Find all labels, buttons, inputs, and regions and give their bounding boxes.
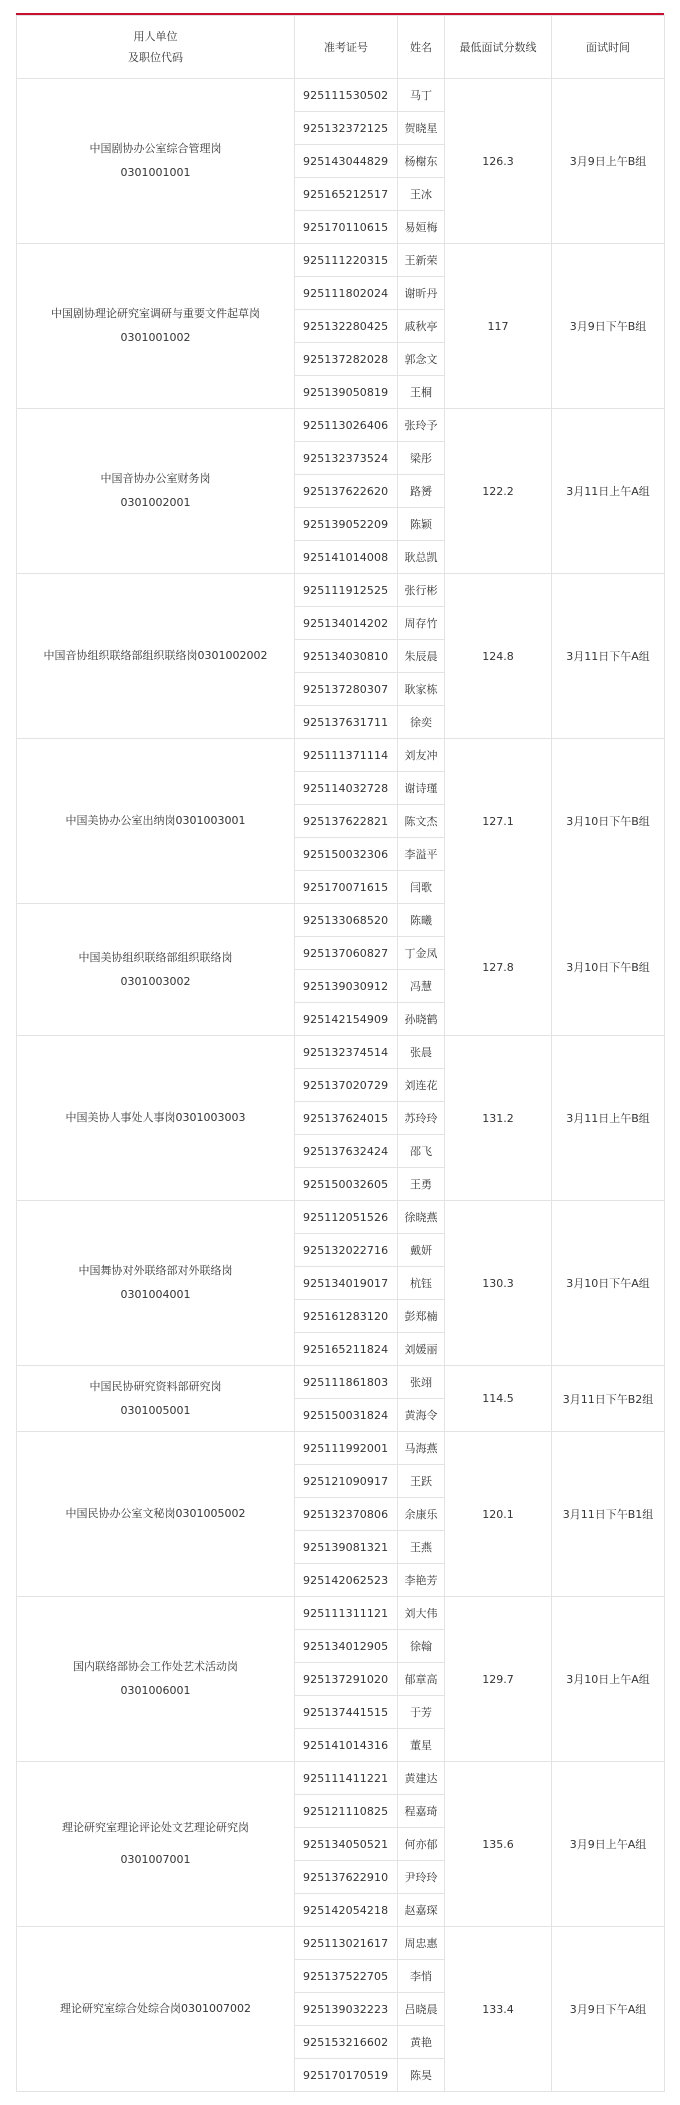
score-cell — [445, 1201, 552, 1366]
ticket-number: 925161283120 — [295, 1300, 398, 1333]
unit-cell — [17, 1927, 295, 2092]
min-score: 133.4 — [482, 2002, 514, 2016]
ticket-number: 925139052209 — [295, 508, 398, 541]
interview-time: 3月10日下午B组 — [566, 961, 650, 975]
score-cell — [445, 244, 552, 409]
candidate-name: 丁金凤 — [398, 937, 445, 970]
candidate-name: 邵飞 — [398, 1135, 445, 1168]
time-cell — [552, 1036, 665, 1201]
score-cell — [445, 1366, 552, 1432]
ticket-number: 925170170519 — [295, 2059, 398, 2092]
ticket-number: 925137291020 — [295, 1663, 398, 1696]
min-score: 131.2 — [482, 1111, 514, 1125]
ticket-number: 925153216602 — [295, 2026, 398, 2059]
candidate-name: 谢昕丹 — [398, 277, 445, 310]
score-cell — [445, 79, 552, 244]
ticket-number: 925139030912 — [295, 970, 398, 1003]
table-row — [17, 1036, 665, 1069]
ticket-number: 925137624015 — [295, 1102, 398, 1135]
unit-line: 国内联络部协会工作处艺术活动岗 — [73, 1660, 238, 1673]
candidate-name: 王桐 — [398, 376, 445, 409]
ticket-number: 925134019017 — [295, 1267, 398, 1300]
unit-cell — [17, 1762, 295, 1927]
unit-line — [27, 1840, 284, 1848]
min-score: 130.3 — [482, 1276, 514, 1290]
unit-line: 0301001001 — [120, 166, 191, 179]
candidate-name: 李悄 — [398, 1960, 445, 1993]
interview-time: 3月10日上午A组 — [566, 1673, 650, 1686]
candidate-name: 马丁 — [398, 79, 445, 112]
interview-time: 3月10日下午B组 — [566, 815, 650, 829]
candidate-name: 戚秋亭 — [398, 310, 445, 343]
table-header-row — [17, 16, 665, 79]
time-cell — [552, 1432, 665, 1597]
unit-cell — [17, 1597, 295, 1762]
candidate-name: 周存竹 — [398, 607, 445, 640]
table-row — [17, 739, 665, 772]
candidate-name: 杨榭东 — [398, 145, 445, 178]
unit-line: 0301002001 — [120, 496, 191, 509]
unit-line: 理论研究室理论评论处文艺理论研究岗 — [62, 1821, 249, 1834]
ticket-number: 925134050521 — [295, 1828, 398, 1861]
time-cell — [552, 244, 665, 409]
score-cell — [445, 409, 552, 574]
ticket-number: 925113026406 — [295, 409, 398, 442]
score-cell — [445, 1432, 552, 1597]
interview-time: 3月11日下午B1组 — [562, 1508, 654, 1521]
min-score: 135.6 — [482, 1837, 514, 1851]
candidate-name: 吕晓晨 — [398, 1993, 445, 2026]
unit-line: 0301006001 — [120, 1684, 191, 1697]
ticket-number: 925141014008 — [295, 541, 398, 574]
candidate-name: 耿家栋 — [398, 673, 445, 706]
candidate-name: 张翊 — [398, 1366, 445, 1399]
time-cell — [552, 1201, 665, 1366]
ticket-number: 925132280425 — [295, 310, 398, 343]
unit-line: 0301003002 — [120, 974, 191, 988]
unit-line: 中国美协人事处人事岗0301003003 — [65, 1111, 246, 1124]
candidate-name: 刘大伟 — [398, 1597, 445, 1630]
score-cell — [445, 739, 552, 1036]
ticket-number: 925112051526 — [295, 1201, 398, 1234]
candidate-name: 杭钰 — [398, 1267, 445, 1300]
ticket-number: 925137282028 — [295, 343, 398, 376]
ticket-number: 925137441515 — [295, 1696, 398, 1729]
candidate-name: 李溢平 — [398, 838, 445, 871]
candidate-name: 刘连花 — [398, 1069, 445, 1102]
unit-line: 中国剧协理论研究室调研与重要文件起草岗 — [51, 307, 260, 320]
candidate-name: 彭郑楠 — [398, 1300, 445, 1333]
header-unit-line1: 用人单位 — [133, 30, 178, 43]
table-row — [17, 244, 665, 277]
candidate-name: 刘媛丽 — [398, 1333, 445, 1366]
candidate-name: 王冰 — [398, 178, 445, 211]
ticket-number: 925111912525 — [295, 574, 398, 607]
header-unit — [17, 16, 295, 79]
ticket-number: 925150031824 — [295, 1399, 398, 1432]
ticket-number: 925142054218 — [295, 1894, 398, 1927]
unit-cell — [17, 244, 295, 409]
unit-cell — [17, 79, 295, 244]
time-cell — [552, 574, 665, 739]
candidate-name: 马海燕 — [398, 1432, 445, 1465]
candidate-name: 张行彬 — [398, 574, 445, 607]
ticket-number: 925111992001 — [295, 1432, 398, 1465]
candidate-name: 冯慧 — [398, 970, 445, 1003]
table-row — [17, 1432, 665, 1465]
unit-cell — [17, 1036, 295, 1201]
candidate-name: 黄海令 — [398, 1399, 445, 1432]
unit-cell — [17, 739, 295, 904]
table-row — [17, 79, 665, 112]
time-cell — [552, 1366, 665, 1432]
candidate-name: 黄建达 — [398, 1762, 445, 1795]
ticket-number: 925134012905 — [295, 1630, 398, 1663]
ticket-number: 925150032306 — [295, 838, 398, 871]
ticket-number: 925134030810 — [295, 640, 398, 673]
candidate-name: 贺晓星 — [398, 112, 445, 145]
ticket-number: 925137622821 — [295, 805, 398, 838]
unit-line: 理论研究室综合处综合岗0301007002 — [60, 2002, 251, 2015]
unit-cell — [17, 1432, 295, 1597]
interview-time: 3月10日下午A组 — [566, 1277, 650, 1290]
time-cell — [552, 1597, 665, 1762]
candidate-name: 徐奕 — [398, 706, 445, 739]
candidate-name: 闫歌 — [398, 871, 445, 904]
candidate-name: 梁彤 — [398, 442, 445, 475]
candidate-name: 张晨 — [398, 1036, 445, 1069]
candidate-name: 周忠惠 — [398, 1927, 445, 1960]
min-score: 129.7 — [482, 1672, 514, 1686]
unit-cell — [17, 574, 295, 739]
candidate-name: 陈昊 — [398, 2059, 445, 2092]
interview-time: 3月11日上午B组 — [566, 1112, 650, 1125]
table-row — [17, 1762, 665, 1795]
ticket-number: 925170071615 — [295, 871, 398, 904]
unit-line: 中国美协办公室出纳岗0301003001 — [65, 814, 246, 827]
candidate-name: 刘友冲 — [398, 739, 445, 772]
ticket-number: 925139081321 — [295, 1531, 398, 1564]
ticket-number: 925142062523 — [295, 1564, 398, 1597]
ticket-number: 925134014202 — [295, 607, 398, 640]
header-ticket: 准考证号 — [295, 16, 398, 79]
ticket-number: 925139050819 — [295, 376, 398, 409]
candidate-name: 黄艳 — [398, 2026, 445, 2059]
candidate-name: 徐晓燕 — [398, 1201, 445, 1234]
interview-time: 3月11日下午A组 — [566, 650, 650, 663]
time-cell — [552, 1927, 665, 2092]
unit-line: 中国音协办公室财务岗 — [100, 472, 211, 485]
candidate-name: 王新荣 — [398, 244, 445, 277]
unit-cell — [17, 904, 295, 1036]
table-row — [17, 1201, 665, 1234]
candidate-name: 王跃 — [398, 1465, 445, 1498]
score-cell — [445, 1762, 552, 1927]
ticket-number: 925139032223 — [295, 1993, 398, 2026]
time-cell — [552, 1762, 665, 1927]
score-cell — [445, 1927, 552, 2092]
unit-cell — [17, 1201, 295, 1366]
unit-line: 0301004001 — [120, 1288, 191, 1301]
unit-line: 0301001002 — [120, 331, 191, 344]
ticket-number: 925114032728 — [295, 772, 398, 805]
ticket-number: 925137631711 — [295, 706, 398, 739]
ticket-number: 925137522705 — [295, 1960, 398, 1993]
unit-line: 0301007001 — [120, 1853, 191, 1866]
ticket-number: 925165211824 — [295, 1333, 398, 1366]
ticket-number: 925111530502 — [295, 79, 398, 112]
unit-line: 中国民协办公室文秘岗0301005002 — [65, 1507, 246, 1520]
min-score: 120.1 — [482, 1507, 514, 1521]
candidate-name: 张玲予 — [398, 409, 445, 442]
ticket-number: 925132372125 — [295, 112, 398, 145]
table-body — [17, 79, 665, 2092]
time-cell — [552, 409, 665, 574]
interview-time: 3月9日下午B组 — [569, 320, 647, 333]
candidate-name: 耿总凯 — [398, 541, 445, 574]
unit-line: 0301005001 — [120, 1403, 191, 1417]
interview-score-table — [16, 15, 665, 2092]
candidate-name: 李艳芳 — [398, 1564, 445, 1597]
unit-cell — [17, 409, 295, 574]
candidate-name: 程嘉琦 — [398, 1795, 445, 1828]
ticket-number: 925137020729 — [295, 1069, 398, 1102]
interview-time: 3月9日下午A组 — [569, 2003, 647, 2016]
unit-line: 中国民协研究资料部研究岗 — [89, 1379, 222, 1393]
candidate-name: 于芳 — [398, 1696, 445, 1729]
ticket-number: 925137622910 — [295, 1861, 398, 1894]
ticket-number: 925113021617 — [295, 1927, 398, 1960]
candidate-name: 王燕 — [398, 1531, 445, 1564]
candidate-name: 易姮梅 — [398, 211, 445, 244]
ticket-number: 925141014316 — [295, 1729, 398, 1762]
time-cell — [552, 79, 665, 244]
candidate-name: 徐翰 — [398, 1630, 445, 1663]
ticket-number: 925111311121 — [295, 1597, 398, 1630]
ticket-number: 925165212517 — [295, 178, 398, 211]
table-row — [17, 1927, 665, 1960]
ticket-number: 925170110615 — [295, 211, 398, 244]
candidate-name: 赵嘉琛 — [398, 1894, 445, 1927]
candidate-name: 尹玲玲 — [398, 1861, 445, 1894]
ticket-number: 925143044829 — [295, 145, 398, 178]
candidate-name: 苏玲玲 — [398, 1102, 445, 1135]
ticket-number: 925111861803 — [295, 1366, 398, 1399]
ticket-number: 925137632424 — [295, 1135, 398, 1168]
min-score: 117 — [487, 319, 509, 333]
header-name: 姓名 — [398, 16, 445, 79]
candidate-name: 郭念文 — [398, 343, 445, 376]
table-row — [17, 409, 665, 442]
score-cell — [445, 574, 552, 739]
min-score: 127.1 — [482, 815, 514, 829]
ticket-number: 925137060827 — [295, 937, 398, 970]
unit-cell — [17, 1366, 295, 1432]
candidate-name: 朱辰晨 — [398, 640, 445, 673]
unit-line: 中国音协组织联络部组织联络岗0301002002 — [43, 649, 268, 662]
min-score: 122.2 — [482, 484, 514, 498]
candidate-name: 路赟 — [398, 475, 445, 508]
candidate-name: 陈颖 — [398, 508, 445, 541]
unit-line: 中国舞协对外联络部对外联络岗 — [78, 1264, 233, 1277]
ticket-number: 925150032605 — [295, 1168, 398, 1201]
candidate-name: 陈文杰 — [398, 805, 445, 838]
candidate-name: 谢诗瑾 — [398, 772, 445, 805]
ticket-number: 925133068520 — [295, 904, 398, 937]
header-score: 最低面试分数线 — [445, 16, 552, 79]
score-cell — [445, 1597, 552, 1762]
candidate-name: 郁章高 — [398, 1663, 445, 1696]
time-cell — [552, 739, 665, 1036]
min-score: 126.3 — [482, 154, 514, 168]
ticket-number: 925111802024 — [295, 277, 398, 310]
table-row — [17, 1366, 665, 1399]
min-score: 114.5 — [482, 1392, 514, 1405]
candidate-name: 王勇 — [398, 1168, 445, 1201]
ticket-number: 925121090917 — [295, 1465, 398, 1498]
header-time: 面试时间 — [552, 16, 665, 79]
interview-time: 3月9日上午B组 — [569, 155, 647, 168]
table-row — [17, 574, 665, 607]
candidate-name: 陈曦 — [398, 904, 445, 937]
ticket-number: 925121110825 — [295, 1795, 398, 1828]
ticket-number: 925111220315 — [295, 244, 398, 277]
unit-line: 中国美协组织联络部组织联络岗 — [78, 950, 233, 964]
table-row — [17, 1597, 665, 1630]
ticket-number: 925142154909 — [295, 1003, 398, 1036]
candidate-name: 戴妍 — [398, 1234, 445, 1267]
ticket-number: 925137280307 — [295, 673, 398, 706]
interview-time: 3月9日上午A组 — [569, 1838, 647, 1851]
ticket-number: 925132370806 — [295, 1498, 398, 1531]
ticket-number: 925132373524 — [295, 442, 398, 475]
ticket-number: 925111411221 — [295, 1762, 398, 1795]
ticket-number: 925137622620 — [295, 475, 398, 508]
min-score: 127.8 — [482, 961, 514, 975]
score-cell — [445, 1036, 552, 1201]
ticket-number: 925132374514 — [295, 1036, 398, 1069]
interview-time: 3月11日上午A组 — [566, 485, 650, 498]
interview-time: 3月11日下午B2组 — [562, 1392, 654, 1406]
candidate-name: 何亦郁 — [398, 1828, 445, 1861]
ticket-number: 925111371114 — [295, 739, 398, 772]
header-unit-line2: 及职位代码 — [128, 51, 183, 64]
ticket-number: 925132022716 — [295, 1234, 398, 1267]
unit-line: 中国剧协办公室综合管理岗 — [89, 142, 222, 155]
candidate-name: 余康乐 — [398, 1498, 445, 1531]
candidate-name: 董星 — [398, 1729, 445, 1762]
min-score: 124.8 — [482, 649, 514, 663]
candidate-name: 孙晓鹤 — [398, 1003, 445, 1036]
